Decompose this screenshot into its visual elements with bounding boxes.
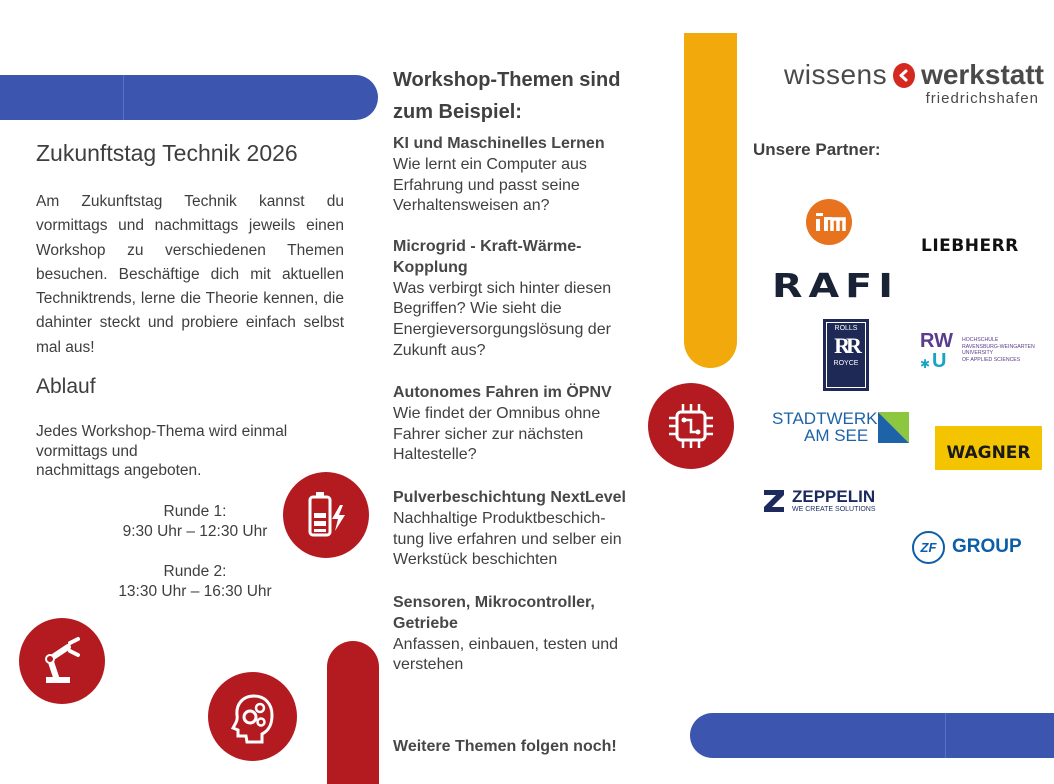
topic-microgrid: Microgrid - Kraft-Wärme- Kopplung Was verbirgt sich hinter diesen Begriffen? Wie sieht die Energieversorgungslösung der Zukunft aus?	[393, 238, 612, 359]
intro-paragraph: Am Zukunftstag Technik kannst du vormittags und nachmittags jeweils einen Workshop zu verschiedenen Themen besuchen. Beschäftige dich mit aktuellen Techniktrends, lerne die Theorie kennen, die dahinter steckt und probiere einfach selbst mal aus!	[36, 193, 344, 356]
rolls-royce-logo: ROLLS RR ROYCE	[823, 319, 869, 391]
robot-arm-icon	[19, 618, 105, 704]
rr-monogram: RR	[834, 333, 858, 358]
page-title: Zukunftstag Technik 2026	[36, 140, 298, 166]
topics-heading: Workshop-Themen sind zum Beispiel:	[393, 69, 621, 123]
decorative-bar-blue-bottom	[690, 713, 1054, 758]
decorative-bar-yellow	[684, 33, 737, 368]
rafi-logo: RAFI	[772, 266, 899, 305]
decorative-bar-blue-top	[0, 75, 378, 120]
ablauf-text: Jedes Workshop-Thema wird einmal vormittags und nachmittags angeboten.	[36, 423, 288, 479]
topic-ki: KI und Maschinelles Lernen Wie lernt ein Computer aus Erfahrung und passt seine Verhaltensweisen an?	[393, 135, 605, 215]
decorative-bar-red	[327, 641, 379, 784]
runde-1: Runde 1: 9:30 Uhr – 12:30 Uhr	[122, 503, 268, 540]
liebherr-logo: LIEBHERR	[921, 236, 1019, 256]
topic-sensoren: Sensoren, Mikrocontroller, Getriebe Anfassen, einbauen, testen und verstehen	[393, 594, 619, 674]
wissenswerkstatt-logo: wissens werkstatt friedrichshafen	[784, 59, 1044, 107]
zeppelin-logo: ZEPPELIN WE CREATE SOLUTIONS	[764, 488, 904, 518]
zf-group-logo: ZF GROUP	[912, 531, 1024, 563]
topic-autonomes-fahren: Autonomes Fahren im ÖPNV Wie findet der Omnibus ohne Fahrer sicher zur nächsten Haltestelle?	[393, 384, 612, 464]
ablauf-heading: Ablauf	[36, 375, 96, 398]
arrow-left-icon	[893, 63, 915, 88]
rwu-logo: RW U ✱ HOCHSCHULE RAVENSBURG-WEINGARTEN UNIVERSITY OF APPLIED SCIENCES	[920, 330, 1035, 372]
partners-heading: Unsere Partner:	[753, 140, 881, 159]
head-gears-icon	[208, 672, 297, 761]
ifm-logo	[806, 199, 852, 245]
battery-charge-icon	[283, 472, 369, 558]
topic-pulverbeschichtung: Pulverbeschichtung NextLevel Nachhaltige Produktbeschich- tung live erfahren und selber ein Werkstück beschichten	[393, 489, 626, 569]
stadtwerk-am-see-logo: STADTWERK AM SEE	[772, 410, 910, 446]
more-topics-note: Weitere Themen folgen noch!	[393, 738, 617, 755]
wagner-logo: WAGNER	[935, 426, 1042, 470]
runde-2: Runde 2: 13:30 Uhr – 16:30 Uhr	[118, 563, 272, 600]
